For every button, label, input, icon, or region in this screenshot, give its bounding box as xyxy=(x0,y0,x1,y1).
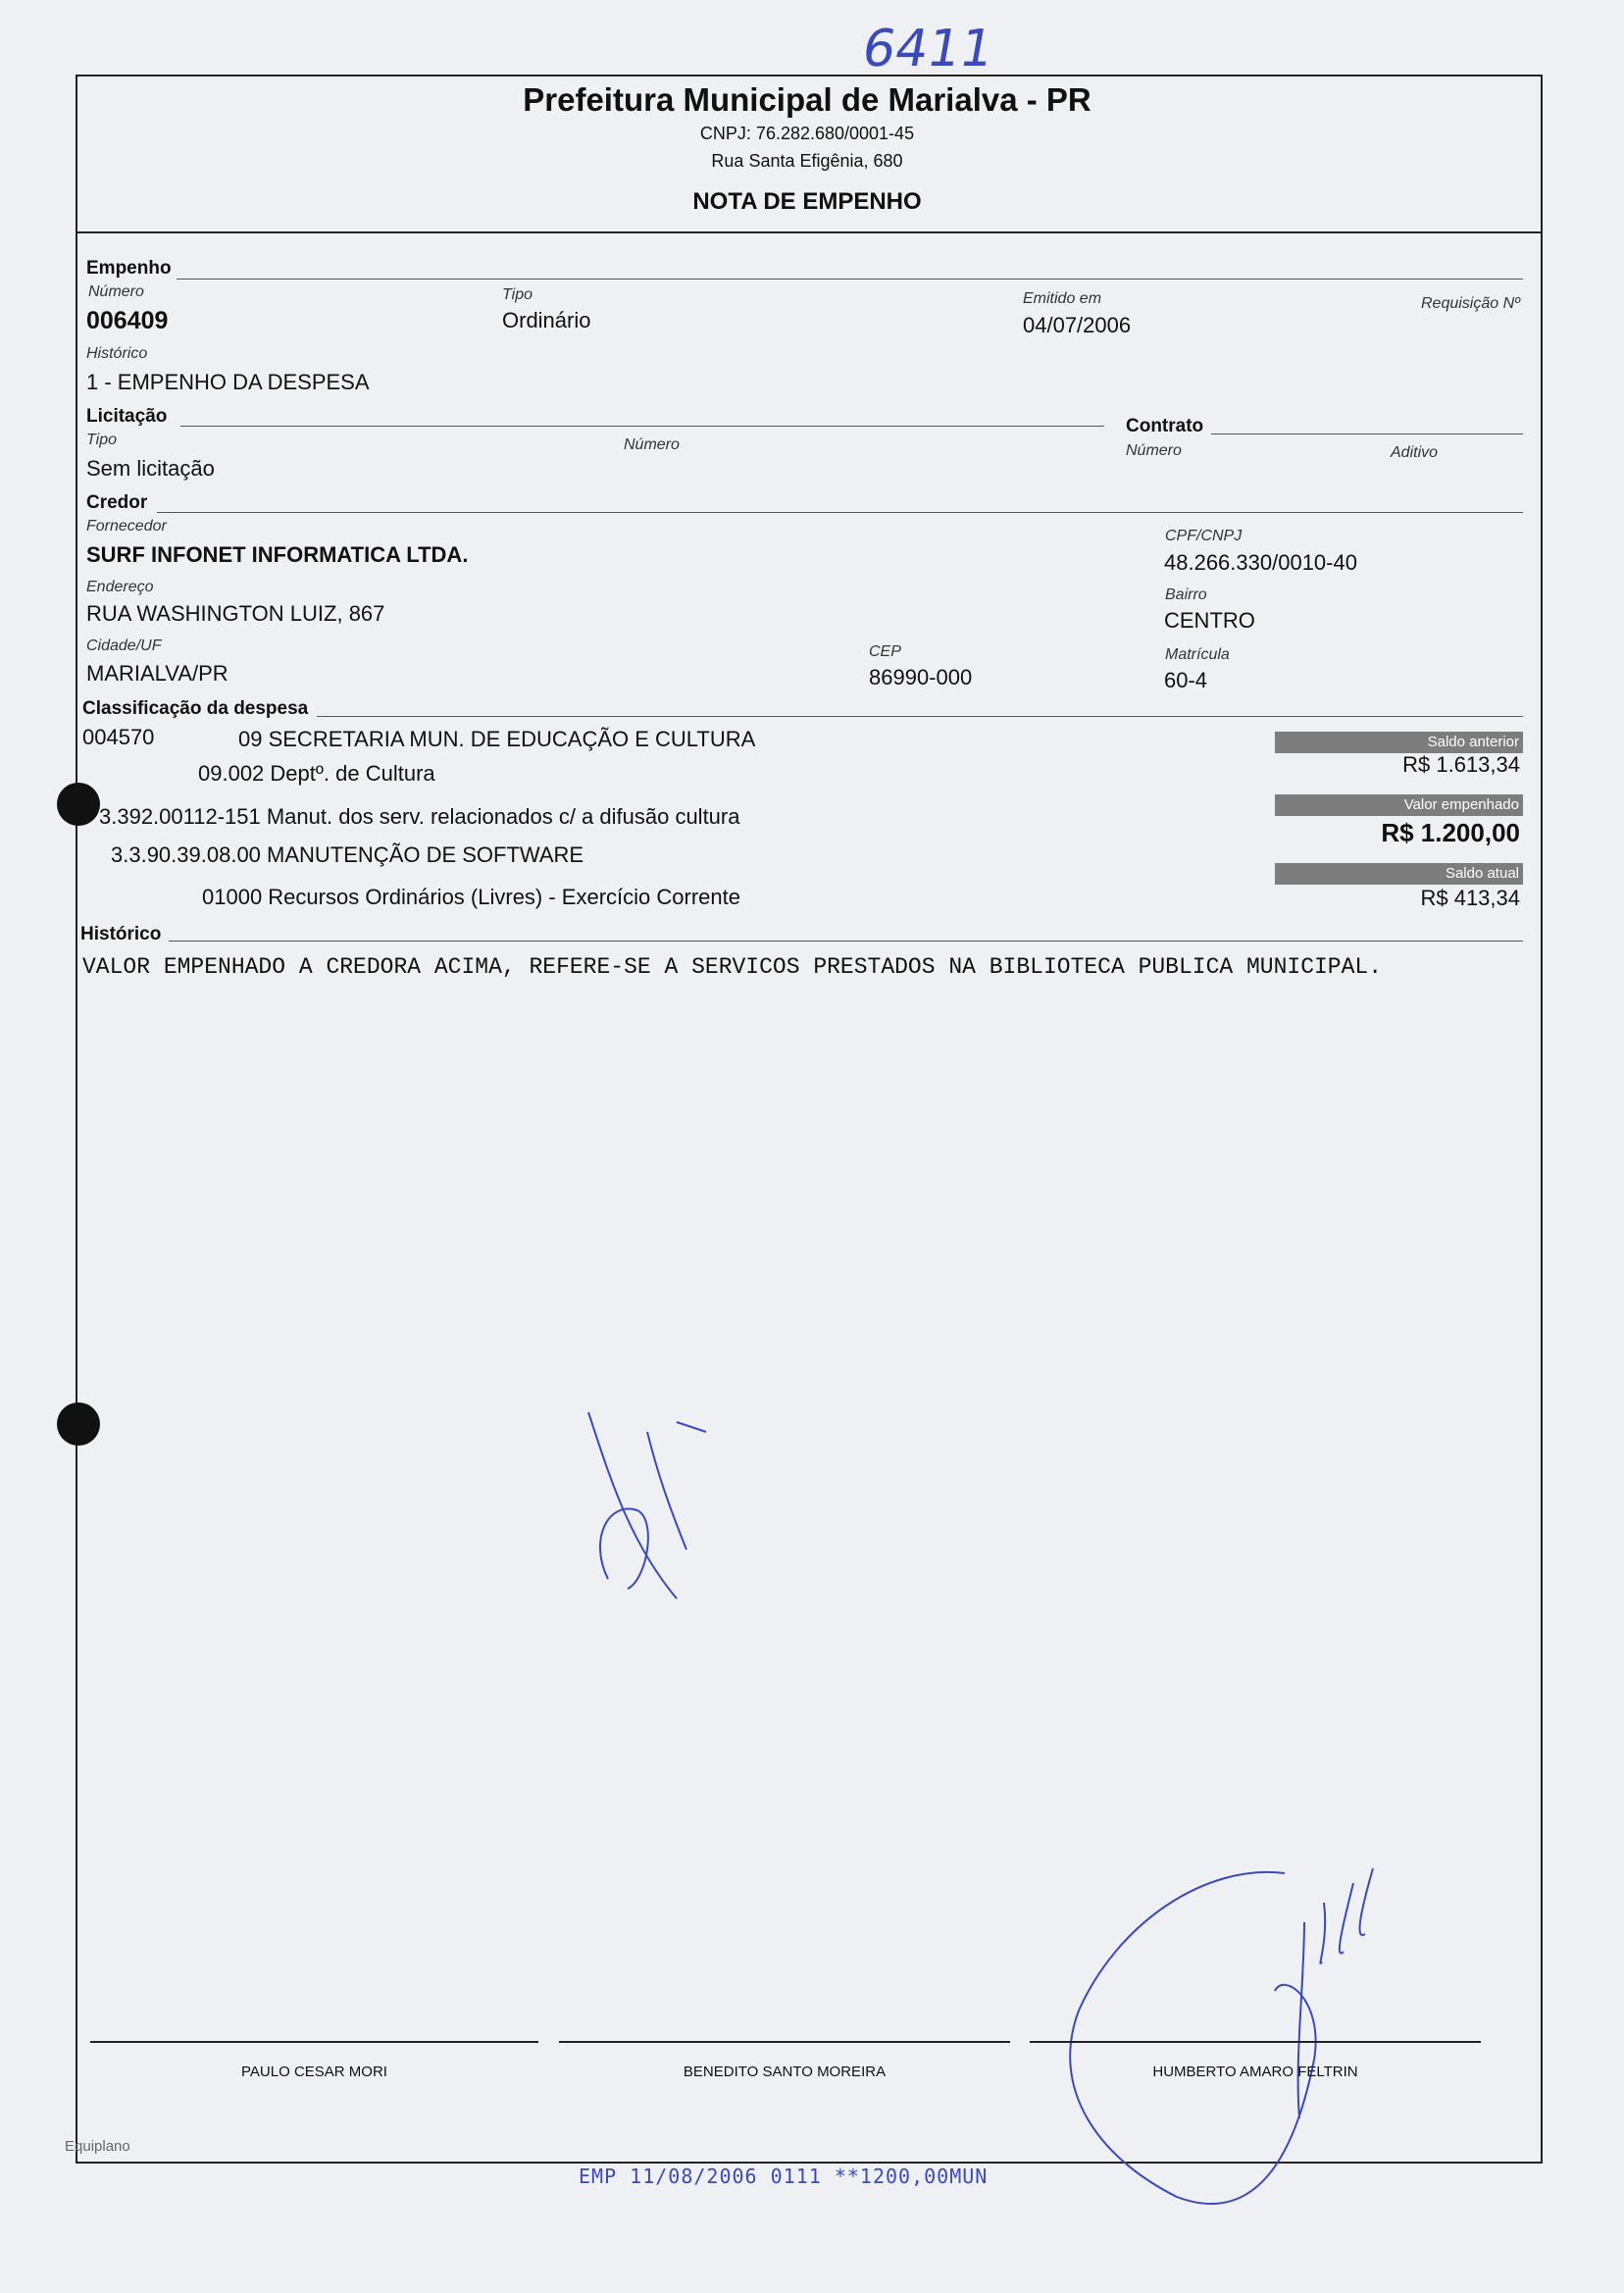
section-licitacao: Licitação xyxy=(86,406,168,427)
empenho-emitido: 04/07/2006 xyxy=(1023,313,1132,337)
punch-hole-top xyxy=(57,783,100,826)
credor-matricula-label: Matrícula xyxy=(1165,646,1230,663)
credor-bairro: CENTRO xyxy=(1164,608,1255,633)
empenho-tipo-label: Tipo xyxy=(502,286,533,303)
credor-fornecedor-label: Fornecedor xyxy=(86,518,167,535)
signature-line-2 xyxy=(559,2041,1010,2043)
classificacao-orgao: 09 SECRETARIA MUN. DE EDUCAÇÃO E CULTURA xyxy=(238,727,756,751)
licitacao-tipo: Sem licitação xyxy=(86,456,215,481)
credor-cep-label: CEP xyxy=(869,643,901,660)
classificacao-rule xyxy=(317,716,1523,717)
signature-name-3: HUMBERTO AMARO FELTRIN xyxy=(1152,2064,1358,2080)
header-separator xyxy=(76,231,1541,233)
credor-cidade: MARIALVA/PR xyxy=(86,661,228,686)
classificacao-unidade: 09.002 Deptº. de Cultura xyxy=(198,761,435,786)
empenho-emitido-label: Emitido em xyxy=(1023,290,1102,307)
credor-cidade-label: Cidade/UF xyxy=(86,637,162,654)
licitacao-tipo-label: Tipo xyxy=(86,432,117,448)
empenho-tipo: Ordinário xyxy=(502,308,591,332)
doc-title: NOTA DE EMPENHO xyxy=(692,188,922,215)
empenho-numero-label: Número xyxy=(88,283,144,300)
section-credor: Credor xyxy=(86,492,148,513)
saldo-anterior-badge: Saldo anterior xyxy=(1275,732,1523,753)
contrato-numero-label: Número xyxy=(1126,442,1182,459)
section-contrato: Contrato xyxy=(1126,416,1204,436)
contrato-rule xyxy=(1211,433,1523,434)
saldo-anterior-value: R$ 1.613,34 xyxy=(1402,752,1520,777)
section-empenho: Empenho xyxy=(86,258,172,279)
signature-mark-middle xyxy=(569,1393,745,1628)
header-title: Prefeitura Municipal de Marialva - PR xyxy=(523,81,1091,118)
empenho-numero: 006409 xyxy=(86,307,169,334)
credor-cep: 86990-000 xyxy=(869,665,973,689)
punch-hole-bottom xyxy=(57,1402,100,1446)
signature-mark-right xyxy=(1059,1863,1402,2236)
classificacao-code: 004570 xyxy=(82,725,155,749)
saldo-atual-value: R$ 413,34 xyxy=(1420,886,1520,910)
classificacao-elemento: 3.3.90.39.08.00 MANUTENÇÃO DE SOFTWARE xyxy=(111,842,584,867)
header-cnpj: CNPJ: 76.282.680/0001-45 xyxy=(699,124,915,143)
footer-software: Equiplano xyxy=(65,2138,130,2155)
credor-endereco-label: Endereço xyxy=(86,579,154,595)
saldo-atual-badge: Saldo atual xyxy=(1275,863,1523,885)
classificacao-recurso: 01000 Recursos Ordinários (Livres) - Exercício Corrente xyxy=(202,885,740,909)
credor-rule xyxy=(157,512,1523,513)
valor-empenhado-badge: Valor empenhado xyxy=(1275,794,1523,816)
credor-matricula: 60-4 xyxy=(1164,668,1208,692)
empenho-historico-label: Histórico xyxy=(86,345,148,362)
empenho-requisicao-label: Requisição Nº xyxy=(1421,295,1520,312)
contrato-aditivo-label: Aditivo xyxy=(1391,444,1439,461)
footer-stamp: EMP 11/08/2006 0111 **1200,00MUN xyxy=(579,2165,989,2188)
valor-empenhado-value: R$ 1.200,00 xyxy=(1381,818,1520,847)
empenho-historico: 1 - EMPENHO DA DESPESA xyxy=(86,370,370,394)
handwritten-number: 6411 xyxy=(857,20,998,78)
section-historico: Histórico xyxy=(80,924,162,944)
historico-text: VALOR EMPENHADO A CREDORA ACIMA, REFERE-SE A SERVICOS PRESTADOS NA BIBLIOTECA PUBLICA MUNICIPAL. xyxy=(82,954,1383,980)
credor-cpf-label: CPF/CNPJ xyxy=(1165,528,1243,544)
signature-line-1 xyxy=(90,2041,538,2043)
credor-fornecedor: SURF INFONET INFORMATICA LTDA. xyxy=(86,542,469,567)
historico-rule xyxy=(169,941,1523,942)
credor-cpf: 48.266.330/0010-40 xyxy=(1164,550,1357,575)
signature-line-3 xyxy=(1030,2041,1481,2043)
signature-name-1: PAULO CESAR MORI xyxy=(241,2064,387,2080)
licitacao-rule xyxy=(180,426,1104,427)
classificacao-projeto: 3.392.00112-151 Manut. dos serv. relacionados c/ a difusão cultura xyxy=(99,804,740,829)
empenho-rule xyxy=(177,279,1523,280)
signature-name-2: BENEDITO SANTO MOREIRA xyxy=(683,2064,887,2080)
credor-bairro-label: Bairro xyxy=(1165,586,1207,603)
credor-endereco: RUA WASHINGTON LUIZ, 867 xyxy=(86,601,385,626)
licitacao-numero-label: Número xyxy=(624,436,680,453)
section-classificacao: Classificação da despesa xyxy=(82,698,309,719)
header-address: Rua Santa Efigênia, 680 xyxy=(711,151,903,171)
